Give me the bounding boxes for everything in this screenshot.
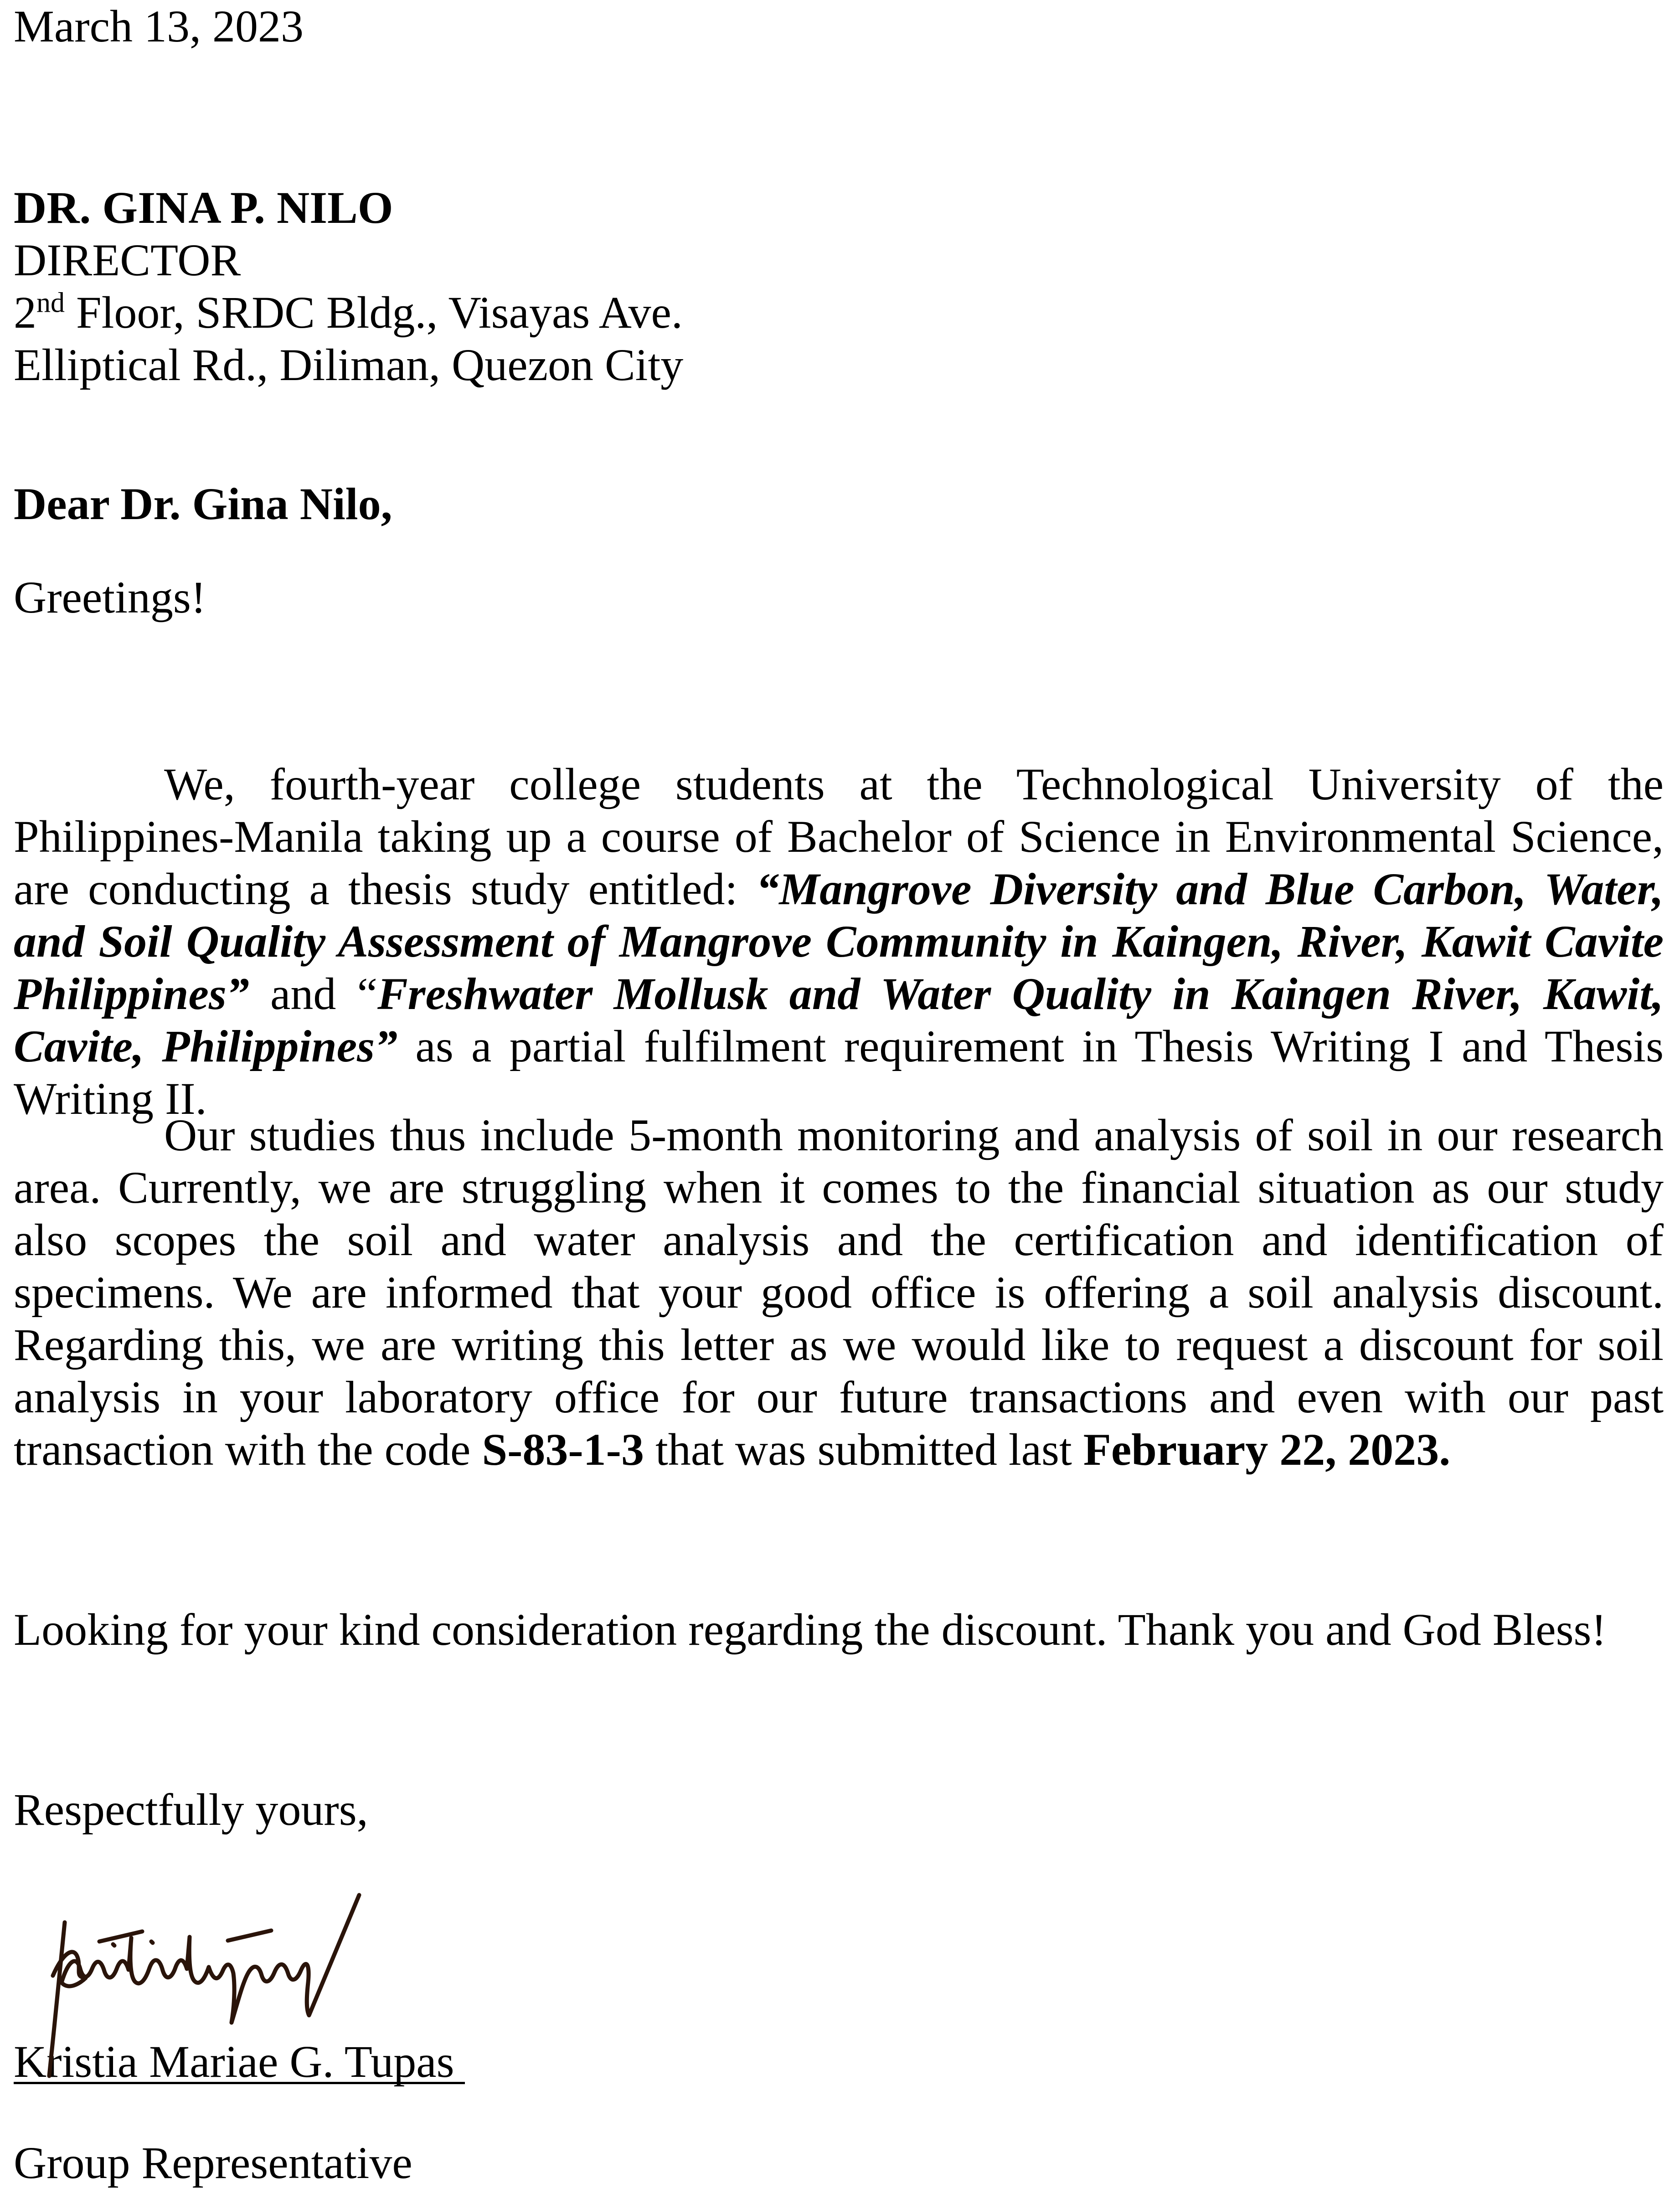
- valediction-line: Respectfully yours,: [14, 1784, 368, 1835]
- thesis-title-1: “Mangrove Diversity and Blue Carbon, Water, and Soil Quality Assessment of Mangrove Community in Kaingen, River, Kawit Cavite Philippines”: [14, 864, 1664, 1019]
- body-paragraph-2: [14, 1109, 1664, 1476]
- recipient-name: DR. GINA P. NILO: [14, 182, 393, 233]
- signer-role: Group Representative: [14, 2137, 412, 2188]
- signer-name: Kristia Mariae G. Tupas: [14, 2036, 454, 2087]
- para1-connector: and: [249, 968, 357, 1019]
- date-line: March 13, 2023: [14, 1, 304, 51]
- greeting-line: Greetings!: [14, 572, 206, 623]
- recipient-block: [14, 181, 1664, 391]
- address-floor-number: 2: [14, 287, 36, 338]
- address-ordinal-suffix: nd: [36, 287, 65, 319]
- para2-intro: Our studies thus include 5-month monitoring and analysis of soil in our research area. Currently, we are struggling when it comes to the financial situation as our study also scopes the soil and water analysis and the certification and identification of specimens. We are informed that your good office is offering a soil analysis discount. Regarding this, we are writing this letter as we would like to request a discount for soil analysis in your laboratory office for our future transactions and even with our past transaction with the code: [14, 1110, 1664, 1475]
- closing-line: Looking for your kind consideration regarding the discount. Thank you and God Bless!: [14, 1604, 1607, 1655]
- para1-intro: We, fourth-year college students at the Technological University of the Philippines-Manila taking up a course of Bachelor of Science in Environmental Science, are conducting a thesis study entitled:: [14, 759, 1664, 914]
- address-line1-rest: Floor, SRDC Bldg., Visayas Ave.: [65, 287, 683, 338]
- salutation-line: Dear Dr. Gina Nilo,: [14, 479, 392, 529]
- recipient-title: DIRECTOR: [14, 235, 241, 285]
- para2-middle: that was submitted last: [644, 1424, 1083, 1475]
- sample-code: S-83-1-3: [482, 1424, 644, 1475]
- thesis-title-2-open-quote: “: [357, 968, 377, 1019]
- recipient-address-line2: Elliptical Rd., Diliman, Quezon City: [14, 340, 684, 390]
- recipient-address-line1: [14, 286, 1664, 339]
- para1-outro: as a partial fulfilment requirement in Thesis Writing I and Thesis Writing II.: [14, 1021, 1664, 1124]
- thesis-title-2: Freshwater Mollusk and Water Quality in Kaingen River, Kawit, Cavite, Philippines”: [14, 968, 1664, 1071]
- body-paragraph-1: [14, 758, 1664, 1125]
- submission-date: February 22, 2023.: [1083, 1424, 1451, 1475]
